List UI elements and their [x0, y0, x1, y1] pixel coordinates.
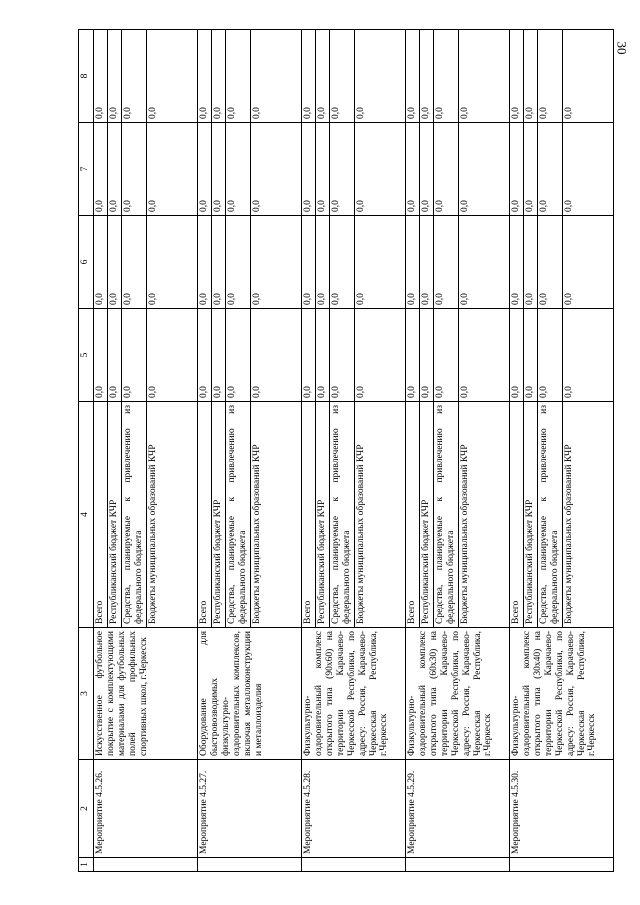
column-header: 6: [79, 216, 94, 309]
value-cell: 0,0: [510, 216, 524, 309]
value-cell: 0,0: [538, 30, 563, 123]
value-cell: 0,0: [330, 30, 355, 123]
funding-source-cell: Республиканский бюджет КЧР: [212, 402, 226, 628]
funding-source-cell: Республиканский бюджет КЧР: [420, 402, 434, 628]
value-cell: 0,0: [406, 123, 420, 216]
value-cell: 0,0: [212, 123, 226, 216]
value-cell: 0,0: [406, 30, 420, 123]
value-cell: 0,0: [302, 123, 316, 216]
value-cell: 0,0: [147, 123, 198, 216]
value-cell: 0,0: [251, 123, 302, 216]
value-cell: 0,0: [226, 123, 251, 216]
table-row: [406, 30, 420, 872]
funding-source-cell: Всего: [94, 402, 108, 628]
value-cell: 0,0: [122, 123, 147, 216]
value-cell: 0,0: [122, 309, 147, 402]
header-row: [79, 30, 94, 872]
value-cell: 0,0: [459, 309, 510, 402]
value-cell: 0,0: [94, 216, 108, 309]
table-row: [302, 30, 316, 872]
value-cell: 0,0: [316, 309, 330, 402]
value-cell: 0,0: [251, 30, 302, 123]
column-header: 5: [79, 309, 94, 402]
funding-source-cell: Средства, планируемые к привлечению из федерального бюджета: [330, 402, 355, 628]
value-cell: 0,0: [420, 309, 434, 402]
value-cell: 0,0: [108, 123, 122, 216]
value-cell: 0,0: [420, 123, 434, 216]
value-cell: 0,0: [510, 309, 524, 402]
value-cell: 0,0: [406, 216, 420, 309]
column-header: 7: [79, 123, 94, 216]
funding-source-cell: Всего: [302, 402, 316, 628]
value-cell: 0,0: [316, 30, 330, 123]
value-cell: 0,0: [108, 216, 122, 309]
value-cell: 0,0: [122, 216, 147, 309]
funding-source-cell: Средства, планируемые к привлечению из федерального бюджета: [122, 402, 147, 628]
value-cell: 0,0: [316, 123, 330, 216]
value-cell: 0,0: [524, 309, 538, 402]
value-cell: 0,0: [147, 216, 198, 309]
value-cell: 0,0: [226, 309, 251, 402]
value-cell: 0,0: [355, 309, 406, 402]
budget-table: [78, 29, 614, 872]
rotated-page: [78, 30, 598, 872]
event-cell: Мероприятие 4.5.30.: [510, 760, 614, 858]
value-cell: 0,0: [108, 309, 122, 402]
funding-source-cell: Всего: [198, 402, 212, 628]
value-cell: 0,0: [330, 123, 355, 216]
description-cell: Физкультурно-оздоровительный комплекс открытого типа (90х60) на территории Карачаево-Черкесской Республики, по адресу: Россия, Карачаево-Черкесская Республика, г.Черкесск: [302, 628, 406, 760]
funding-source-cell: Бюджеты муниципальных образований КЧР: [147, 402, 198, 628]
value-cell: 0,0: [330, 309, 355, 402]
value-cell: 0,0: [420, 216, 434, 309]
row-number-cell: [94, 858, 198, 872]
value-cell: 0,0: [94, 30, 108, 123]
value-cell: 0,0: [355, 216, 406, 309]
column-header: 8: [79, 30, 94, 123]
value-cell: 0,0: [420, 30, 434, 123]
page-number: 30: [614, 41, 630, 55]
value-cell: 0,0: [510, 30, 524, 123]
event-cell: Мероприятие 4.5.28.: [302, 760, 406, 858]
value-cell: 0,0: [251, 216, 302, 309]
value-cell: 0,0: [406, 309, 420, 402]
value-cell: 0,0: [459, 123, 510, 216]
column-header: 1: [79, 858, 94, 872]
table-row: [94, 30, 108, 872]
value-cell: 0,0: [510, 123, 524, 216]
funding-source-cell: Всего: [406, 402, 420, 628]
value-cell: 0,0: [434, 123, 459, 216]
value-cell: 0,0: [108, 30, 122, 123]
value-cell: 0,0: [330, 216, 355, 309]
event-cell: Мероприятие 4.5.27.: [198, 760, 302, 858]
value-cell: 0,0: [563, 309, 614, 402]
funding-source-cell: Бюджеты муниципальных образований КЧР: [355, 402, 406, 628]
value-cell: 0,0: [212, 309, 226, 402]
table-row: [510, 30, 524, 872]
value-cell: 0,0: [538, 216, 563, 309]
value-cell: 0,0: [355, 123, 406, 216]
funding-source-cell: Бюджеты муниципальных образований КЧР: [563, 402, 614, 628]
column-header: 4: [79, 402, 94, 628]
value-cell: 0,0: [563, 216, 614, 309]
value-cell: 0,0: [122, 30, 147, 123]
value-cell: 0,0: [94, 123, 108, 216]
value-cell: 0,0: [251, 309, 302, 402]
value-cell: 0,0: [212, 30, 226, 123]
value-cell: 0,0: [147, 309, 198, 402]
value-cell: 0,0: [198, 309, 212, 402]
value-cell: 0,0: [538, 123, 563, 216]
event-cell: Мероприятие 4.5.26.: [94, 760, 198, 858]
value-cell: 0,0: [198, 123, 212, 216]
value-cell: 0,0: [316, 216, 330, 309]
value-cell: 0,0: [459, 216, 510, 309]
value-cell: 0,0: [212, 216, 226, 309]
value-cell: 0,0: [434, 216, 459, 309]
funding-source-cell: Республиканский бюджет КЧР: [316, 402, 330, 628]
value-cell: 0,0: [198, 216, 212, 309]
funding-source-cell: Средства, планируемые к привлечению из федерального бюджета: [226, 402, 251, 628]
funding-source-cell: Бюджеты муниципальных образований КЧР: [459, 402, 510, 628]
column-header: 2: [79, 760, 94, 858]
value-cell: 0,0: [302, 30, 316, 123]
value-cell: 0,0: [226, 216, 251, 309]
table-row: [198, 30, 212, 872]
value-cell: 0,0: [434, 30, 459, 123]
description-cell: Искусственное футбольное покрытие с комплектующими материалами для футбольных полей профильных спортивных школ, г.Черкесск: [94, 628, 198, 760]
value-cell: 0,0: [524, 30, 538, 123]
description-cell: Физкультурно-оздоровительный комплекс открытого типа (60х30) на территории Карачаево-Черкесской Республики, по адресу: Россия, Карачаево-Черкесская Республика, г.Черкесск: [406, 628, 510, 760]
value-cell: 0,0: [434, 309, 459, 402]
funding-source-cell: Средства, планируемые к привлечению из федерального бюджета: [434, 402, 459, 628]
value-cell: 0,0: [563, 123, 614, 216]
table-sheet: [78, 30, 598, 872]
event-cell: Мероприятие 4.5.29.: [406, 760, 510, 858]
value-cell: 0,0: [355, 30, 406, 123]
value-cell: 0,0: [147, 30, 198, 123]
row-number-cell: [510, 858, 614, 872]
value-cell: 0,0: [459, 30, 510, 123]
funding-source-cell: Бюджеты муниципальных образований КЧР: [251, 402, 302, 628]
value-cell: 0,0: [524, 216, 538, 309]
row-number-cell: [198, 858, 302, 872]
description-cell: Физкультурно-оздоровительный комплекс открытого типа (30х40) на территории Карачаево-Черкесской Республики, по адресу: Россия, Карачаево-Черкесская Республика, г.Черкесск: [510, 628, 614, 760]
funding-source-cell: Средства, планируемые к привлечению из федерального бюджета: [538, 402, 563, 628]
funding-source-cell: Республиканский бюджет КЧР: [524, 402, 538, 628]
row-number-cell: [302, 858, 406, 872]
funding-source-cell: Республиканский бюджет КЧР: [108, 402, 122, 628]
funding-source-cell: Всего: [510, 402, 524, 628]
table-body: [94, 30, 614, 872]
description-cell: Оборудование для быстровозводимых физкультурно-оздоровительных комплексов, включая металлоконструкции и металлоизделия: [198, 628, 302, 760]
value-cell: 0,0: [538, 309, 563, 402]
value-cell: 0,0: [198, 30, 212, 123]
value-cell: 0,0: [302, 309, 316, 402]
column-header: 3: [79, 628, 94, 760]
value-cell: 0,0: [226, 30, 251, 123]
value-cell: 0,0: [563, 30, 614, 123]
value-cell: 0,0: [302, 216, 316, 309]
value-cell: 0,0: [94, 309, 108, 402]
row-number-cell: [406, 858, 510, 872]
value-cell: 0,0: [524, 123, 538, 216]
